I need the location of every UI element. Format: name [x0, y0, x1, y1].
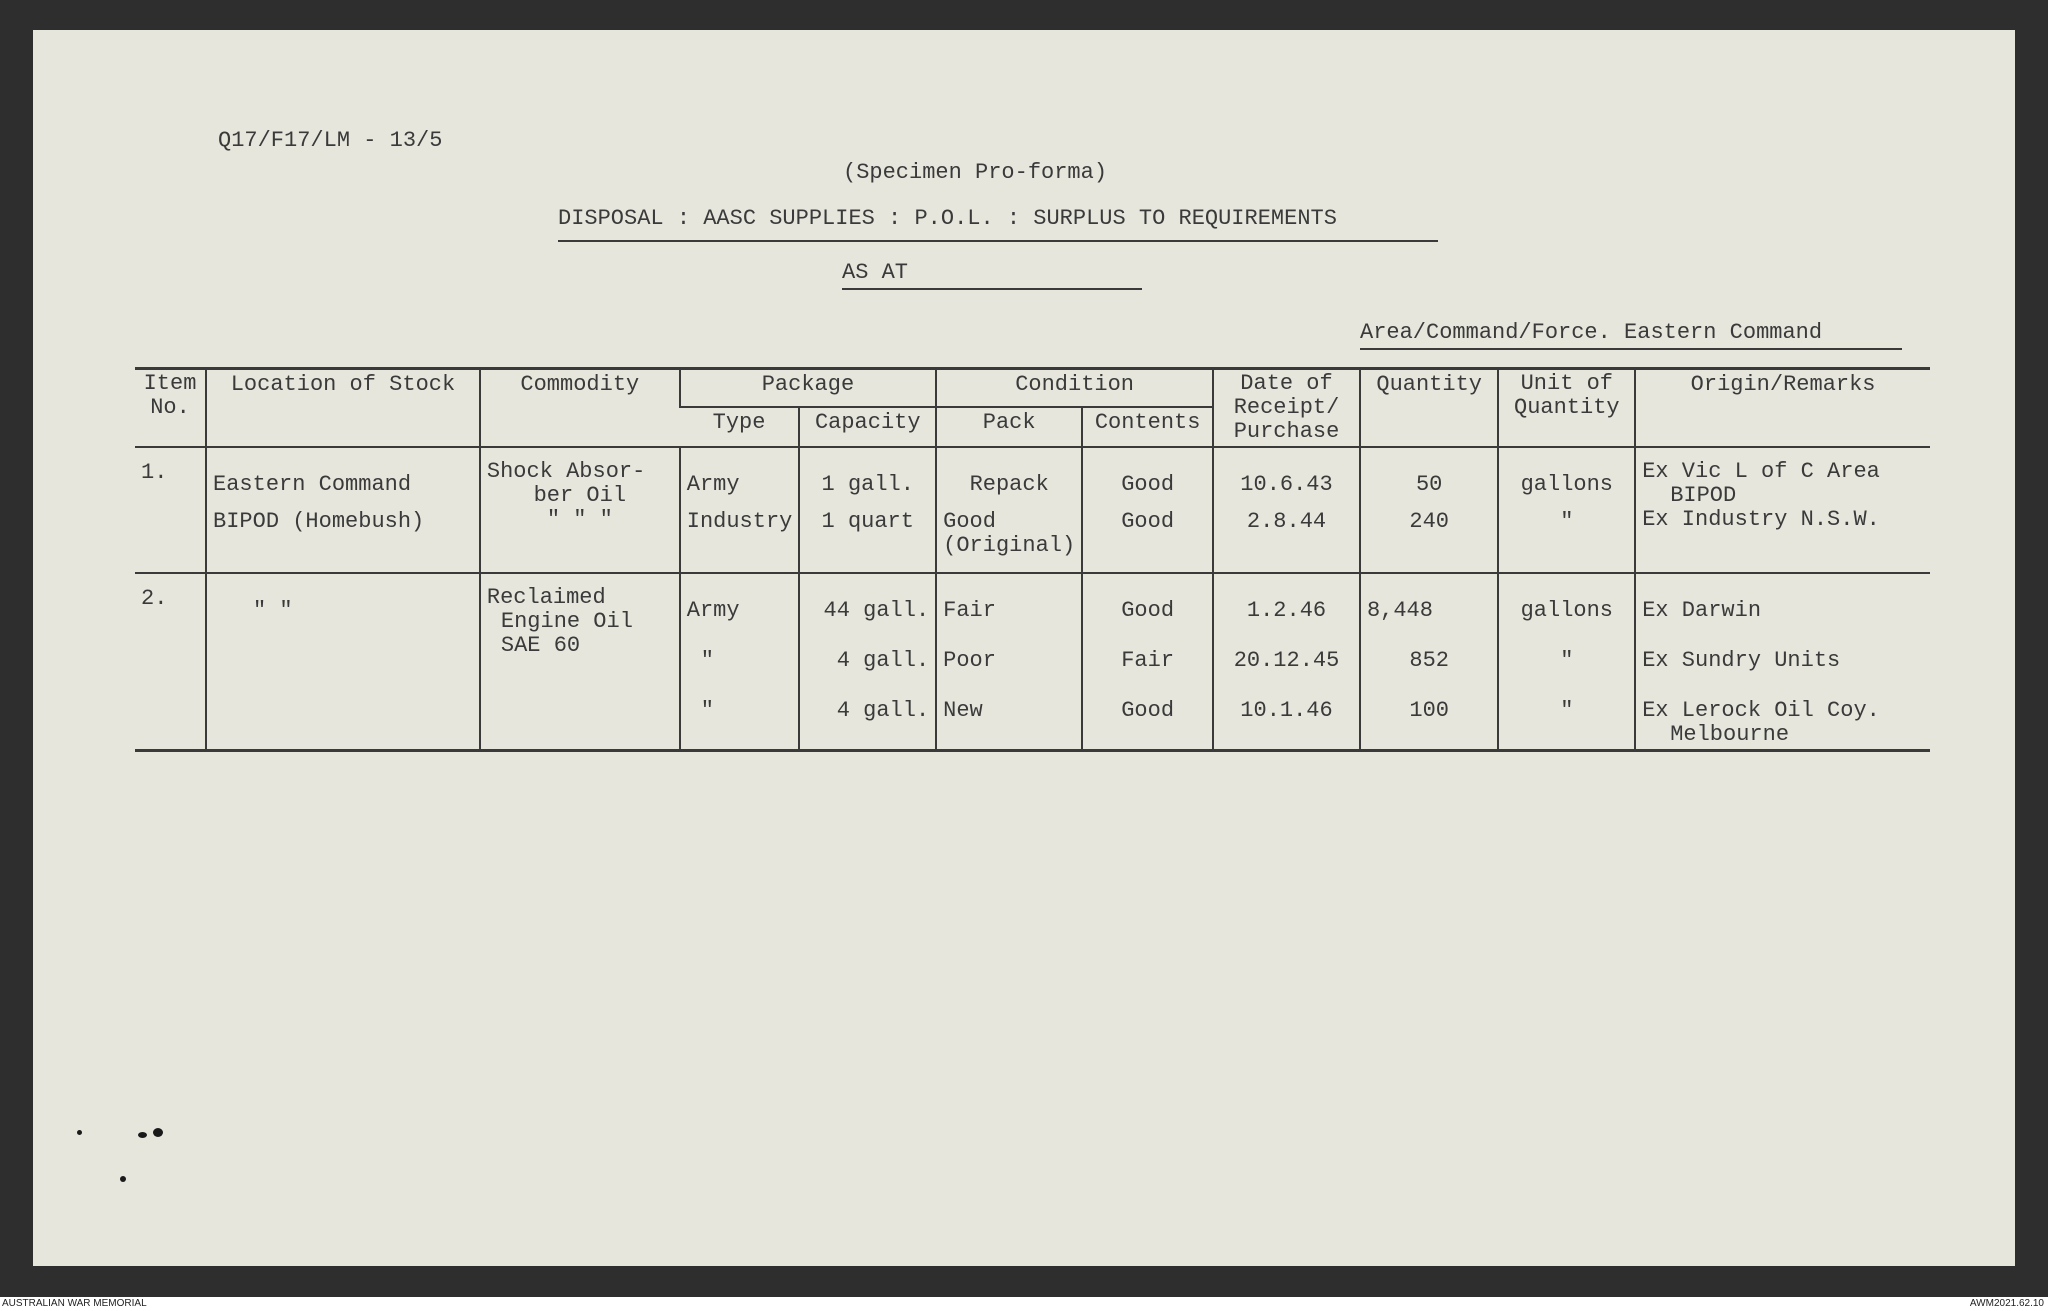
- unit-cell: gallons ": [1498, 447, 1635, 573]
- location-cell: Eastern Command BIPOD (Homebush): [206, 447, 480, 573]
- archive-item-id: AWM2021.62.10: [1969, 1298, 2044, 1309]
- header-date: Date of Receipt/ Purchase: [1213, 369, 1360, 448]
- package-capacity-cell: 44 gall. 4 gall. 4 gall.: [799, 573, 936, 751]
- header-package-capacity: Capacity: [799, 407, 936, 447]
- header-location: Location of Stock: [206, 369, 480, 448]
- area-command-line: Area/Command/Force. Eastern Command: [1360, 320, 1823, 345]
- as-at-label: AS AT: [842, 260, 909, 285]
- location-cell: " ": [206, 573, 480, 751]
- condition-contents-cell: Good Good: [1082, 447, 1213, 573]
- condition-pack-cell: Repack Good (Original): [936, 447, 1082, 573]
- date-cell: 1.2.46 20.12.45 10.1.46: [1213, 573, 1360, 751]
- date-cell: 10.6.43 2.8.44: [1213, 447, 1360, 573]
- condition-pack-cell: Fair Poor New: [936, 573, 1082, 751]
- header-commodity: Commodity: [480, 369, 680, 448]
- commodity-cell: Shock Absor- ber Oil " " ": [480, 447, 680, 573]
- disposal-table: [135, 367, 1930, 752]
- header-condition-pack: Pack: [936, 407, 1082, 447]
- table-row: [135, 447, 1930, 573]
- area-underline: [1360, 348, 1902, 350]
- header-package: Package: [680, 369, 936, 407]
- package-capacity-cell: 1 gall. 1 quart: [799, 447, 936, 573]
- commodity-cell: Reclaimed Engine Oil SAE 60: [480, 573, 680, 751]
- quantity-cell: 8,448 852 100: [1360, 573, 1498, 751]
- origin-cell: Ex Vic L of C Area BIPOD Ex Industry N.S.W.: [1635, 447, 1930, 573]
- header-item-no: Item No.: [135, 369, 206, 448]
- header-package-type: Type: [712, 409, 766, 435]
- ink-mark: [77, 1130, 82, 1135]
- origin-cell: Ex Darwin Ex Sundry Units Ex Lerock Oil Coy. Melbourne: [1635, 573, 1930, 751]
- table-row: [135, 573, 1930, 751]
- document-title: DISPOSAL : AASC SUPPLIES : P.O.L. : SURPLUS TO REQUIREMENTS: [558, 206, 1337, 231]
- title-underline: [558, 240, 1438, 242]
- header-unit: Unit of Quantity: [1498, 369, 1635, 448]
- package-type-cell: Army " ": [680, 573, 800, 751]
- as-at-underline: [842, 288, 1142, 290]
- header-origin: Origin/Remarks: [1635, 369, 1930, 448]
- document-reference: Q17/F17/LM - 13/5: [218, 128, 443, 153]
- item-number: 2.: [135, 573, 206, 751]
- header-row: [135, 369, 1930, 407]
- header-quantity: Quantity: [1360, 369, 1498, 448]
- ink-mark: [153, 1128, 163, 1137]
- archive-footer: [0, 1297, 2048, 1311]
- quantity-cell: 50 240: [1360, 447, 1498, 573]
- condition-contents-cell: Good Fair Good: [1082, 573, 1213, 751]
- ink-mark: [138, 1132, 147, 1138]
- unit-cell: gallons " ": [1498, 573, 1635, 751]
- document-subtitle: (Specimen Pro-forma): [843, 160, 1108, 185]
- item-number: 1.: [135, 447, 206, 573]
- header-condition-contents: Contents: [1082, 407, 1213, 447]
- package-type-cell: Army Industry: [680, 447, 800, 573]
- ink-mark: [120, 1176, 126, 1182]
- archive-name: AUSTRALIAN WAR MEMORIAL: [2, 1298, 147, 1309]
- header-condition: Condition: [936, 369, 1213, 407]
